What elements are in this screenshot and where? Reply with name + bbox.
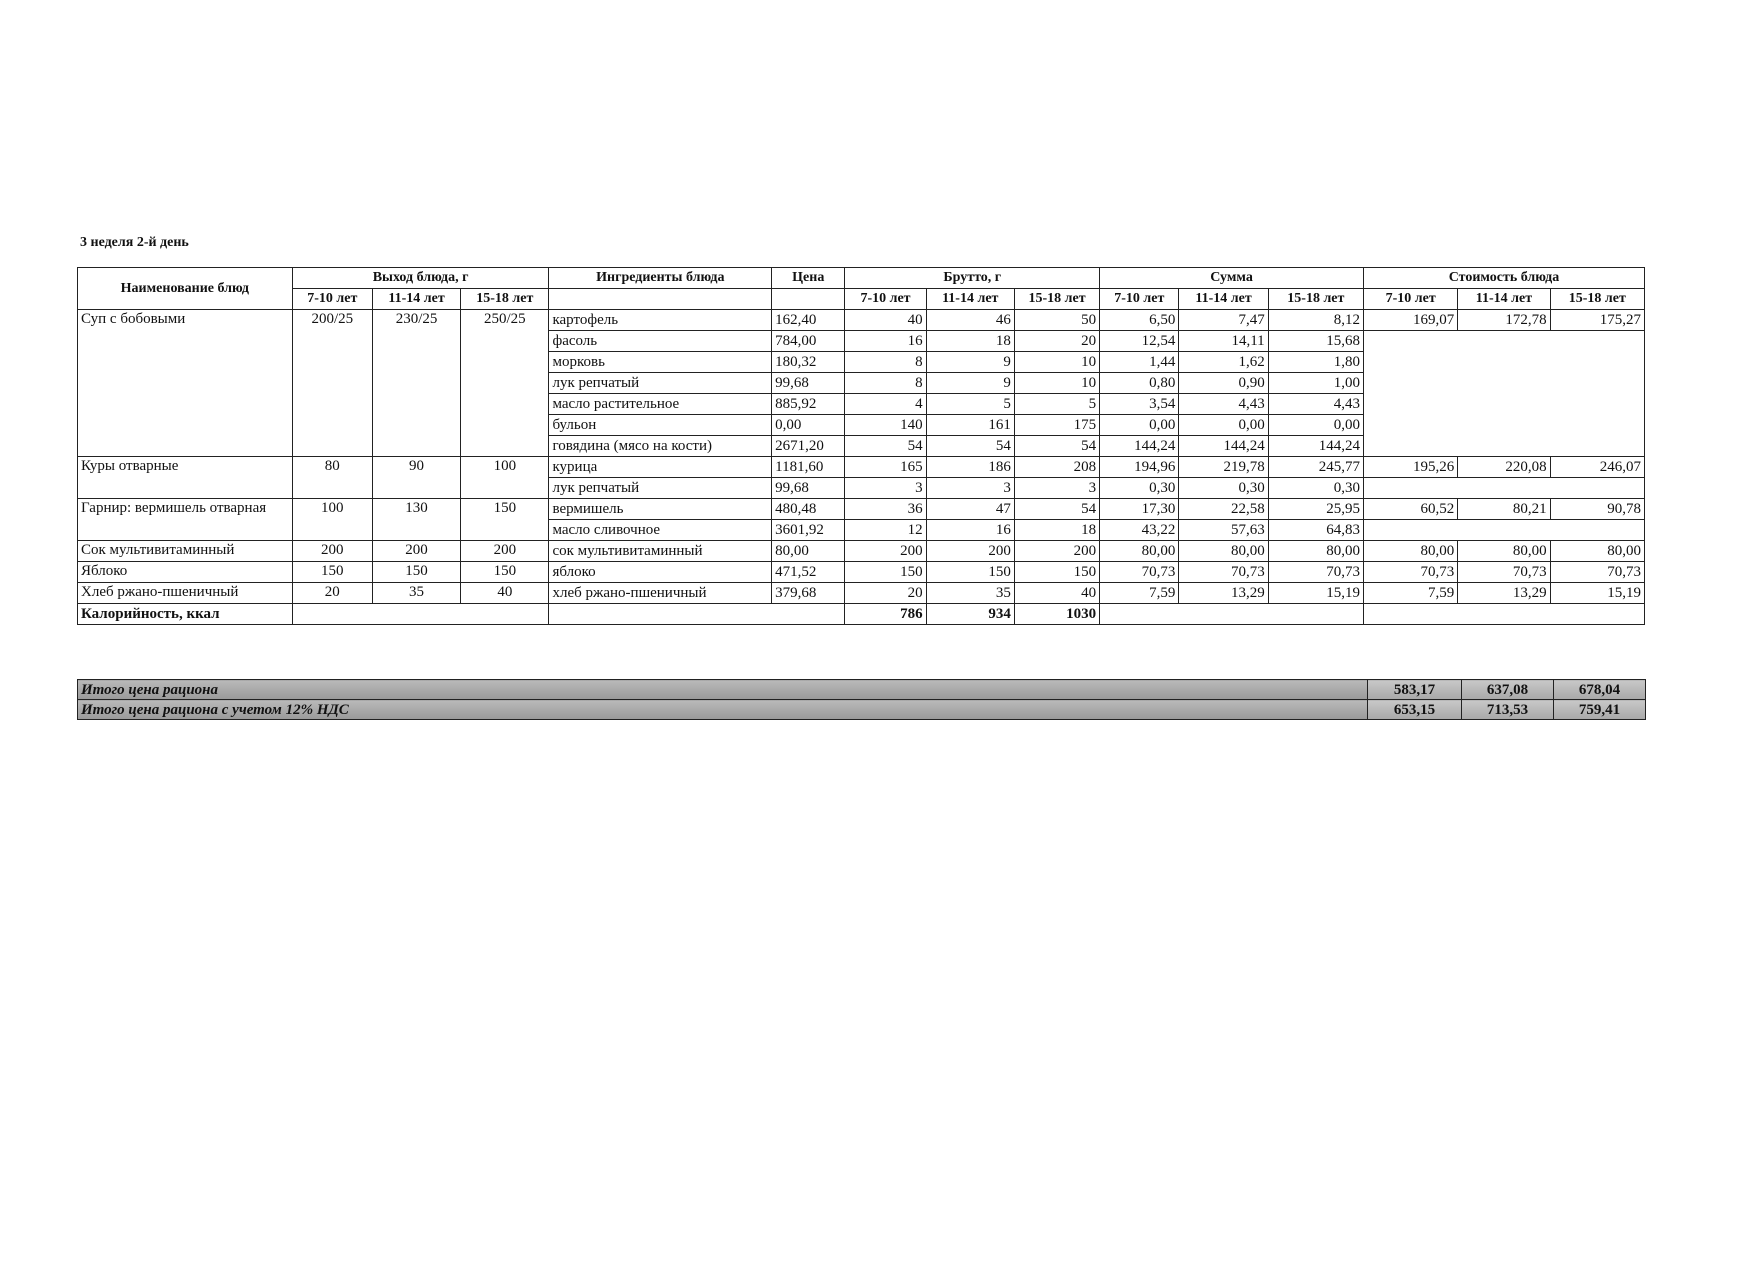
- ingredient-sum: 0,00: [1100, 415, 1179, 436]
- ingredient-brutto: 20: [845, 583, 926, 604]
- table-row: [78, 499, 1645, 520]
- totals-row: [78, 700, 1646, 720]
- dish-cost: 70,73: [1364, 562, 1458, 583]
- ingredient-brutto: 18: [1014, 520, 1099, 541]
- table-row: [78, 457, 1645, 478]
- menu-table: [77, 267, 1645, 625]
- calories-label: Калорийность, ккал: [78, 604, 293, 625]
- ingredient-brutto: 200: [1014, 541, 1099, 562]
- ingredient-name: лук репчатый: [549, 373, 772, 394]
- ingredient-brutto: 54: [926, 436, 1014, 457]
- ingredient-price: 480,48: [772, 499, 845, 520]
- dish-name: Куры отварные: [78, 457, 293, 499]
- header-brutto: Брутто, г: [845, 268, 1100, 289]
- ingredient-brutto: 8: [845, 352, 926, 373]
- ingredient-price: 1181,60: [772, 457, 845, 478]
- ingredient-name: хлеб ржано-пшеничный: [549, 583, 772, 604]
- ingredient-sum: 17,30: [1100, 499, 1179, 520]
- dish-yield: 40: [461, 583, 549, 604]
- header-sum-age-11-14: 11-14 лет: [1179, 289, 1268, 310]
- ingredient-sum: 6,50: [1100, 310, 1179, 331]
- ingredient-sum: 0,90: [1179, 373, 1268, 394]
- ingredient-price: 885,92: [772, 394, 845, 415]
- calories-blank-ingredients: [549, 604, 845, 625]
- ingredient-sum: 219,78: [1179, 457, 1268, 478]
- ingredient-sum: 0,80: [1100, 373, 1179, 394]
- ingredient-brutto: 9: [926, 373, 1014, 394]
- ingredient-price: 99,68: [772, 373, 845, 394]
- dish-cost: 80,00: [1550, 541, 1644, 562]
- ingredient-name: морковь: [549, 352, 772, 373]
- header-yield: Выход блюда, г: [292, 268, 549, 289]
- dish-cost: 90,78: [1550, 499, 1644, 520]
- dish-yield: 100: [292, 499, 372, 541]
- dish-cost: 15,19: [1550, 583, 1644, 604]
- dish-cost: 70,73: [1550, 562, 1644, 583]
- ingredient-brutto: 200: [845, 541, 926, 562]
- ingredient-brutto: 46: [926, 310, 1014, 331]
- ingredient-sum: 8,12: [1268, 310, 1363, 331]
- dish-cost: 7,59: [1364, 583, 1458, 604]
- dish-name: Хлеб ржано-пшеничный: [78, 583, 293, 604]
- page-title: 3 неделя 2-й день: [80, 235, 189, 250]
- ingredient-sum: 144,24: [1179, 436, 1268, 457]
- ingredient-brutto: 3: [1014, 478, 1099, 499]
- totals-value: 653,15: [1368, 700, 1462, 720]
- totals-value: 759,41: [1554, 700, 1646, 720]
- ingredient-brutto: 54: [1014, 436, 1099, 457]
- ingredient-sum: 70,73: [1179, 562, 1268, 583]
- ingredient-sum: 0,30: [1100, 478, 1179, 499]
- dish-yield: 150: [461, 562, 549, 583]
- ingredient-brutto: 10: [1014, 373, 1099, 394]
- ingredient-sum: 1,62: [1179, 352, 1268, 373]
- header-sum: Сумма: [1100, 268, 1364, 289]
- dish-cost-blank: [1364, 520, 1645, 541]
- ingredient-brutto: 8: [845, 373, 926, 394]
- header-yield-age-15-18: 15-18 лет: [461, 289, 549, 310]
- ingredient-sum: 144,24: [1268, 436, 1363, 457]
- ingredient-brutto: 36: [845, 499, 926, 520]
- table-row: [78, 562, 1645, 583]
- totals-table: [77, 679, 1646, 720]
- ingredient-brutto: 165: [845, 457, 926, 478]
- ingredient-name: сок мультивитаминный: [549, 541, 772, 562]
- menu-body: [78, 310, 1645, 625]
- dish-name: Суп с бобовыми: [78, 310, 293, 457]
- ingredient-brutto: 18: [926, 331, 1014, 352]
- dish-cost: 246,07: [1550, 457, 1644, 478]
- ingredient-price: 180,32: [772, 352, 845, 373]
- header-dish-name: Наименование блюд: [78, 268, 293, 310]
- ingredient-brutto: 47: [926, 499, 1014, 520]
- ingredient-sum: 43,22: [1100, 520, 1179, 541]
- calories-value: 1030: [1014, 604, 1099, 625]
- dish-cost: 172,78: [1458, 310, 1550, 331]
- ingredient-sum: 1,44: [1100, 352, 1179, 373]
- ingredient-brutto: 35: [926, 583, 1014, 604]
- ingredient-sum: 80,00: [1100, 541, 1179, 562]
- header-brutto-age-7-10: 7-10 лет: [845, 289, 926, 310]
- totals-value: 583,17: [1368, 680, 1462, 700]
- ingredient-name: вермишель: [549, 499, 772, 520]
- dish-cost: 80,00: [1458, 541, 1550, 562]
- ingredient-price: 99,68: [772, 478, 845, 499]
- ingredient-name: говядина (мясо на кости): [549, 436, 772, 457]
- ingredient-brutto: 54: [1014, 499, 1099, 520]
- ingredient-sum: 22,58: [1179, 499, 1268, 520]
- ingredient-brutto: 5: [926, 394, 1014, 415]
- calories-value: 786: [845, 604, 926, 625]
- ingredient-sum: 245,77: [1268, 457, 1363, 478]
- ingredient-brutto: 40: [1014, 583, 1099, 604]
- header-cost-age-11-14: 11-14 лет: [1458, 289, 1550, 310]
- ingredient-brutto: 161: [926, 415, 1014, 436]
- ingredient-price: 2671,20: [772, 436, 845, 457]
- ingredient-brutto: 186: [926, 457, 1014, 478]
- ingredient-name: лук репчатый: [549, 478, 772, 499]
- header-ingredients-blank: [549, 289, 772, 310]
- ingredient-sum: 1,80: [1268, 352, 1363, 373]
- calories-value: 934: [926, 604, 1014, 625]
- ingredient-brutto: 12: [845, 520, 926, 541]
- ingredient-brutto: 150: [926, 562, 1014, 583]
- ingredient-brutto: 208: [1014, 457, 1099, 478]
- header-brutto-age-11-14: 11-14 лет: [926, 289, 1014, 310]
- calories-blank-cost: [1364, 604, 1645, 625]
- ingredient-sum: 0,00: [1268, 415, 1363, 436]
- dish-yield: 200: [461, 541, 549, 562]
- totals-row: [78, 680, 1646, 700]
- header-cost-age-15-18: 15-18 лет: [1550, 289, 1644, 310]
- header-yield-age-7-10: 7-10 лет: [292, 289, 372, 310]
- ingredient-brutto: 10: [1014, 352, 1099, 373]
- header-brutto-age-15-18: 15-18 лет: [1014, 289, 1099, 310]
- totals-label: Итого цена рациона с учетом 12% НДС: [78, 700, 1368, 720]
- ingredient-sum: 14,11: [1179, 331, 1268, 352]
- dish-yield: 130: [372, 499, 460, 541]
- ingredient-sum: 3,54: [1100, 394, 1179, 415]
- ingredient-sum: 80,00: [1268, 541, 1363, 562]
- ingredient-price: 80,00: [772, 541, 845, 562]
- dish-name: Сок мультивитаминный: [78, 541, 293, 562]
- totals-value: 678,04: [1554, 680, 1646, 700]
- header-ingredients: Ингредиенты блюда: [549, 268, 772, 289]
- ingredient-brutto: 150: [845, 562, 926, 583]
- header-sum-age-7-10: 7-10 лет: [1100, 289, 1179, 310]
- ingredient-sum: 15,68: [1268, 331, 1363, 352]
- ingredient-brutto: 16: [845, 331, 926, 352]
- ingredient-sum: 25,95: [1268, 499, 1363, 520]
- ingredient-sum: 0,30: [1179, 478, 1268, 499]
- ingredient-brutto: 54: [845, 436, 926, 457]
- ingredient-brutto: 9: [926, 352, 1014, 373]
- dish-yield: 250/25: [461, 310, 549, 457]
- ingredient-brutto: 175: [1014, 415, 1099, 436]
- dish-cost-blank: [1364, 331, 1645, 457]
- dish-yield: 80: [292, 457, 372, 499]
- dish-cost: 195,26: [1364, 457, 1458, 478]
- calories-row: [78, 604, 1645, 625]
- table-row: [78, 310, 1645, 331]
- dish-yield: 35: [372, 583, 460, 604]
- ingredient-price: 0,00: [772, 415, 845, 436]
- ingredient-brutto: 4: [845, 394, 926, 415]
- dish-cost: 169,07: [1364, 310, 1458, 331]
- header-yield-age-11-14: 11-14 лет: [372, 289, 460, 310]
- ingredient-sum: 70,73: [1268, 562, 1363, 583]
- ingredient-name: масло сливочное: [549, 520, 772, 541]
- ingredient-brutto: 3: [926, 478, 1014, 499]
- ingredient-name: фасоль: [549, 331, 772, 352]
- ingredient-sum: 57,63: [1179, 520, 1268, 541]
- ingredient-sum: 4,43: [1268, 394, 1363, 415]
- ingredient-name: масло растительное: [549, 394, 772, 415]
- header-cost-age-7-10: 7-10 лет: [1364, 289, 1458, 310]
- dish-yield: 150: [292, 562, 372, 583]
- ingredient-brutto: 16: [926, 520, 1014, 541]
- header-cost: Стоимость блюда: [1364, 268, 1645, 289]
- dish-cost: 13,29: [1458, 583, 1550, 604]
- ingredient-price: 162,40: [772, 310, 845, 331]
- ingredient-sum: 4,43: [1179, 394, 1268, 415]
- ingredient-brutto: 20: [1014, 331, 1099, 352]
- dish-cost: 70,73: [1458, 562, 1550, 583]
- ingredient-sum: 15,19: [1268, 583, 1363, 604]
- dish-yield: 200: [292, 541, 372, 562]
- ingredient-name: курица: [549, 457, 772, 478]
- ingredient-sum: 1,00: [1268, 373, 1363, 394]
- totals-value: 637,08: [1462, 680, 1554, 700]
- calories-blank-sum: [1100, 604, 1364, 625]
- ingredient-sum: 13,29: [1179, 583, 1268, 604]
- ingredient-brutto: 200: [926, 541, 1014, 562]
- ingredient-brutto: 150: [1014, 562, 1099, 583]
- ingredient-name: бульон: [549, 415, 772, 436]
- dish-cost: 175,27: [1550, 310, 1644, 331]
- dish-yield: 200: [372, 541, 460, 562]
- ingredient-sum: 64,83: [1268, 520, 1363, 541]
- ingredient-brutto: 140: [845, 415, 926, 436]
- dish-yield: 230/25: [372, 310, 460, 457]
- table-row: [78, 583, 1645, 604]
- table-row: [78, 541, 1645, 562]
- ingredient-name: яблоко: [549, 562, 772, 583]
- dish-cost: 80,00: [1364, 541, 1458, 562]
- totals-value: 713,53: [1462, 700, 1554, 720]
- ingredient-sum: 80,00: [1179, 541, 1268, 562]
- header-price-blank: [772, 289, 845, 310]
- dish-name: Яблоко: [78, 562, 293, 583]
- ingredient-price: 471,52: [772, 562, 845, 583]
- header-price: Цена: [772, 268, 845, 289]
- dish-cost: 60,52: [1364, 499, 1458, 520]
- ingredient-brutto: 50: [1014, 310, 1099, 331]
- totals-label: Итого цена рациона: [78, 680, 1368, 700]
- header-sum-age-15-18: 15-18 лет: [1268, 289, 1363, 310]
- dish-yield: 150: [372, 562, 460, 583]
- ingredient-sum: 0,00: [1179, 415, 1268, 436]
- dish-cost-blank: [1364, 478, 1645, 499]
- dish-name: Гарнир: вермишель отварная: [78, 499, 293, 541]
- ingredient-sum: 194,96: [1100, 457, 1179, 478]
- ingredient-sum: 144,24: [1100, 436, 1179, 457]
- ingredient-brutto: 40: [845, 310, 926, 331]
- ingredient-price: 784,00: [772, 331, 845, 352]
- dish-cost: 80,21: [1458, 499, 1550, 520]
- ingredient-price: 3601,92: [772, 520, 845, 541]
- ingredient-sum: 12,54: [1100, 331, 1179, 352]
- dish-cost: 220,08: [1458, 457, 1550, 478]
- ingredient-sum: 0,30: [1268, 478, 1363, 499]
- dish-yield: 90: [372, 457, 460, 499]
- ingredient-sum: 7,47: [1179, 310, 1268, 331]
- calories-blank-yield: [292, 604, 549, 625]
- ingredient-price: 379,68: [772, 583, 845, 604]
- ingredient-brutto: 3: [845, 478, 926, 499]
- dish-yield: 20: [292, 583, 372, 604]
- ingredient-brutto: 5: [1014, 394, 1099, 415]
- dish-yield: 200/25: [292, 310, 372, 457]
- ingredient-name: картофель: [549, 310, 772, 331]
- ingredient-sum: 70,73: [1100, 562, 1179, 583]
- ingredient-sum: 7,59: [1100, 583, 1179, 604]
- totals-body: [78, 680, 1646, 720]
- dish-yield: 100: [461, 457, 549, 499]
- dish-yield: 150: [461, 499, 549, 541]
